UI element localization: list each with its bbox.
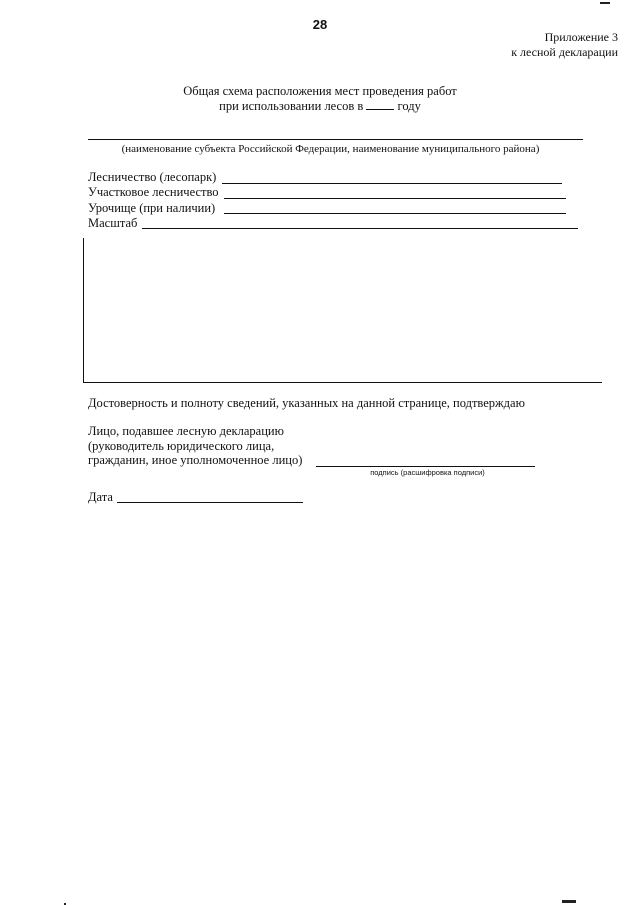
scan-mark-top-right (600, 2, 610, 4)
tract-label: Урочище (при наличии) (88, 201, 216, 215)
date-field[interactable] (117, 502, 303, 503)
appendix-line-1: Приложение 3 (544, 30, 618, 44)
appendix-reference (470, 30, 618, 60)
subject-name-field[interactable] (88, 139, 583, 140)
scale-field[interactable] (142, 228, 578, 229)
district-forestry-field[interactable] (224, 198, 566, 199)
subject-caption: (наименование субъекта Российской Федерации, наименование муниципального района) (121, 143, 540, 155)
scan-mark-bottom-right (562, 900, 576, 903)
scheme-drawing-area[interactable] (83, 238, 602, 383)
signer-line-3: гражданин, иное уполномоченное лицо) (88, 453, 303, 467)
signer-line-1: Лицо, подавшее лесную декларацию (88, 424, 284, 438)
forestry-field[interactable] (222, 183, 562, 184)
title-line-2 (120, 99, 520, 114)
title-line-2-suffix: году (397, 98, 421, 113)
signer-line-2: (руководитель юридического лица, (88, 438, 275, 453)
confirmation-statement: Достоверность и полноту сведений, указанных на данной странице, подтверждаю (88, 396, 525, 410)
page-number: 28 (312, 17, 328, 32)
signer-block (88, 424, 302, 468)
title-line-1: Общая схема расположения мест проведения работ (183, 84, 457, 98)
year-blank-field[interactable] (366, 99, 394, 110)
signature-field[interactable] (316, 466, 535, 467)
date-label: Дата (88, 490, 113, 504)
appendix-line-2: к лесной декларации (511, 45, 618, 59)
tract-field[interactable] (224, 213, 566, 214)
forestry-label: Лесничество (лесопарк) (88, 170, 217, 184)
district-forestry-label: Участковое лесничество (88, 185, 219, 199)
title-line-2-prefix: при использовании лесов в (219, 98, 364, 113)
scale-label: Масштаб (88, 216, 138, 230)
signature-caption: подпись (расшифровка подписи) (370, 468, 485, 477)
document-title (120, 84, 520, 113)
